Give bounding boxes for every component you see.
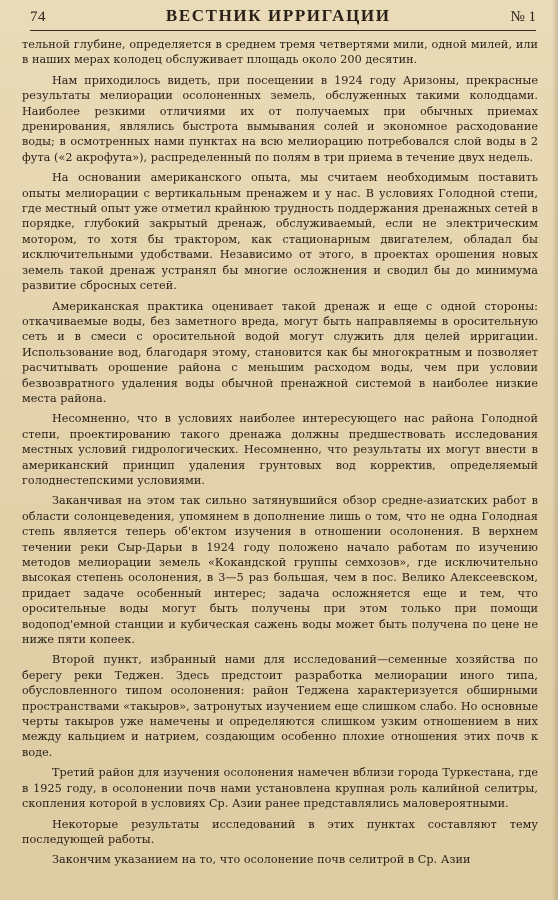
page-edge-shadow	[552, 0, 558, 900]
paragraph-results: Некоторые результаты исследований в этих пунктах составляют тему последующей работы.	[22, 817, 538, 846]
paragraph-arizona: Нам приходилось видеть, при посещении в 1924 году Аризоны, прекрасные результаты мелиорации осолоненных земель, обслуженных такими колодцами. Наиболее резкими отличиями их от получаемых при обычных приемах дренирования, являлись быстрота вымывания солей и экономное расходование воды; в осмотренных нами пунктах на всю мелиорацию потребовался слой воды в 2 фута («2 акрофута»), распределенный по полям в три приема в течение двух недель.	[22, 73, 538, 164]
page-number: 74	[30, 9, 46, 25]
paragraph-american-practice: Американская практика оценивает такой дренаж и еще с одной стороны: откачиваемые воды, без заметного вреда, могут быть направляемы в оросительную сеть и в смеси с оросительной водой могут служить для целей ирригации. Использование вод, благодаря этому, становится как бы многократным и позволяет расчитывать орошение района с меньшим расходом воды, чем при условии безвозвратного удаления воды обычной пренажной системой в наиболее низкие места района.	[22, 299, 538, 405]
paragraph-tedzhen: Второй пункт, избранный нами для исследований—семенные хозяйства по берегу реки Теджен. Здесь предстоит разработка мелиорации иного типа, обусловленного типом осолонения: район Теджена характеризуется обширными пространствами «такыров», затронутых изучением еще слишком слабо. Но основные черты такыров уже намечены и определяются слишком узким отношением в них между кальцием и натрием, создающим особенно плохие отношения этих почв к воде.	[22, 653, 538, 759]
article-body	[22, 37, 538, 868]
paragraph-american-experience: На основании американского опыта, мы считаем необходимым поставить опыты мелиорации с вертикальным пренажем и у нас. В условиях Голодной степи, где местный опыт уже отметил крайнюю трудность поддержания дренажных сетей в порядке, глубокий закрытый дренаж, обслуживаемый, если не электрическим мотором, то хотя бы трактором, как стационарным двигателем, обладал бы исключительными удобствами. Независимо от этого, в проектах орошения новых земель такой дренаж устранял бы многие осложнения и сводил бы до минимума развитие сбросных сетей.	[22, 171, 538, 293]
paragraph-golodnaya-steppe: Несомненно, что в условиях наиболее интересующего нас района Голодной степи, проектированию такого дренажа должны предшествовать исследования местных условий гидрологических. Несомненно, что результаты их могут внести в американский принцип удаления грунтовых вод корректив, определяемый голоднестепскими условиями.	[22, 412, 538, 487]
paragraph-turkestan: Третий район для изучения осолонения намечен вблизи города Туркестана, где в 1925 году, в осолонении почв нами установлена крупная роль калийной селитры, скопления которой в условиях Ср. Азии ранее представлялись маловероятными.	[22, 766, 538, 811]
paragraph-syr-darya: Заканчивая на этом так сильно затянувшийся обзор средне-азиатских работ в области солонцеведения, упомянем в дополнение лишь о том, что не одна Голодная степь является теперь об'ектом изучения в отношении осолонения. В верхнем течении реки Сыр-Дарьи в 1924 году положено начало работам по изучению методов мелиорации земель «Кокандской группы семхозов», где исключительно высокая степень осолонения, в 3—5 раз большая, чем в пос. Велико Алексеевском, придает задаче особенный интерес; задача осложняется еще и тем, что оросительные воды могут быть получены при этом только при помощи водопод'емной станции и кубическая сажень воды может быть получена по цене не ниже пяти копеек.	[22, 494, 538, 647]
page-header	[30, 6, 536, 31]
issue-number: № 1	[510, 9, 536, 25]
paragraph-continued: тельной глубине, определяется в среднем тремя четвертями мили, одной милей, или в наших мерах колодец обслуживает площадь около 200 десятин.	[22, 38, 538, 67]
journal-title: ВЕСТНИК ИРРИГАЦИИ	[165, 6, 391, 25]
paragraph-conclusion: Закончим указанием на то, что осолонение почв селитрой в Ср. Азии	[52, 853, 471, 867]
